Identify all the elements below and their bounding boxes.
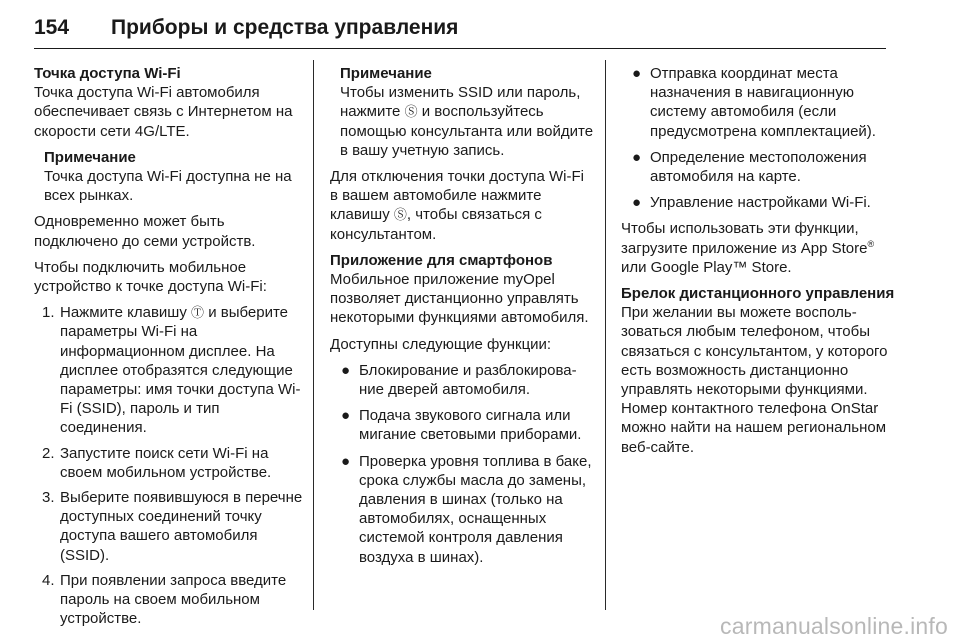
note-text: Точка доступа Wi-Fi доступна не на всех рынках. [44,168,292,205]
list-item [34,303,308,437]
paragraph-text-pre: Для отключения точки доступа Wi-Fi в вашем автомобиле нажмите клавишу [330,168,584,224]
step-number: 3. [42,489,55,507]
section-heading-remote-key: Брелок дистанционного управления [621,285,895,303]
column-2 [330,64,596,574]
section-heading-smartphone-app: Приложение для смартфонов [330,251,553,269]
bullet-icon: ● [341,361,351,379]
step-text-post: и выберите параметры Wi-Fi на информационном дисплее. На дисплее отобразятся следующие параметры: имя точки доступа Wi-Fi (SSID), пароль и тип соединения. [60,304,301,437]
bullet-text: Управление настройками Wi-Fi. [650,194,871,212]
header-rule [34,48,886,49]
onstar-icon: Ⓢ [393,207,407,223]
paragraph-connect: Чтобы подключить мобильное устройство к точке доступа Wi-Fi: [34,258,267,296]
bullet-text: Блокирование и разблокирование дверей автомобиля. [359,361,577,399]
list-item [34,571,308,629]
bullet-text: Проверка уровня топлива в баке, срока службы масла до замены, давления в шинах (только на автомобилях, оснащенных системой контроля давления воздуха в шинах). [359,452,592,566]
paragraph-disable-wifi [330,167,596,244]
step-text-pre: Нажмите клавишу [60,304,187,322]
list-item [330,406,596,444]
note-block [34,148,308,206]
step-number: 4. [42,571,55,589]
column-divider-2 [605,60,606,610]
paragraph-devices: Одновременно может быть подключено до семи устройств. [34,213,256,250]
onstar-icon: Ⓢ [404,104,418,120]
functions-list [330,361,596,567]
bullet-icon: ● [632,194,642,212]
list-item [34,488,308,565]
watermark: carmanualsonline.info [720,613,948,639]
page-title: Приборы и средства управления [111,16,459,39]
bullet-icon: ● [632,148,642,166]
paragraph-functions: Доступны следующие функции: [330,335,552,353]
list-item [34,444,308,482]
list-item [621,148,896,186]
registered-mark: ® [867,238,875,249]
list-item [330,361,596,399]
paragraph-text-pre: Чтобы использовать эти функции, загрузите приложение из App Store [621,220,868,257]
section-heading-wifi: Точка доступа Wi-Fi [34,65,181,82]
note-text-pre: Чтобы изменить SSID или пароль, нажмите [340,84,581,121]
step-number: 2. [42,444,55,462]
bullet-icon: ● [341,452,351,470]
list-item [330,452,596,567]
column-3 [621,64,896,464]
bullet-text: Определение местоположения автомобиля на карте. [650,148,867,186]
bullet-text: Отправка координат места назначения в навигационную систему автомобиля (если предусмотрена комплектацией). [650,65,876,140]
paragraph-text-post: , чтобы связаться с консультантом. [330,206,542,243]
list-item [621,64,896,141]
step-text: При появлении запроса введите пароль на своем мобильном устройстве. [60,571,287,628]
paragraph-text-post: или Google Play™ Store. [621,258,792,276]
step-text: Выберите появившуюся в перечне доступных соединений точку доступа вашего автомобиля (SSID). [60,489,303,564]
note-block [330,64,596,160]
list-item [621,193,896,212]
column-1 [34,64,308,634]
note-title: Примечание [340,65,432,82]
paragraph-download-app [621,219,896,277]
functions-list-continued [621,64,896,212]
wifi-intro: Точка доступа Wi-Fi автомобиля обеспечивает связь с Интернетом на скорости сети 4G/LTE. [34,84,293,140]
paragraph-remote-control: При желании вы можете воспользоваться любым телефоном, чтобы связаться с консультантом, у которого есть возможность дистанционно управлять некоторыми функциями. Номер контактного телефона OnStar можно найти на нашем региональном веб-сайте. [621,304,888,456]
paragraph-myopel: Мобильное приложение myOpel позволяет дистанционно управлять некоторыми функциями автомобиля. [330,271,589,327]
steps-list [34,303,308,628]
step-text: Запустите поиск сети Wi-Fi на своем мобильном устройстве. [60,444,272,481]
bullet-icon: ● [632,65,642,82]
telephone-icon: Ⓣ [191,305,205,321]
note-text-post: и воспользуйтесь помощью консультанта или войдите в вашу учетную запись. [340,103,594,159]
page-number: 154 [34,16,70,39]
column-divider-1 [313,60,314,610]
bullet-icon: ● [341,407,351,425]
bullet-text: Подача звукового сигнала или мигание световыми приборами. [359,407,582,444]
step-number: 1. [42,304,55,322]
note-text [340,83,596,160]
note-title: Примечание [44,148,136,166]
